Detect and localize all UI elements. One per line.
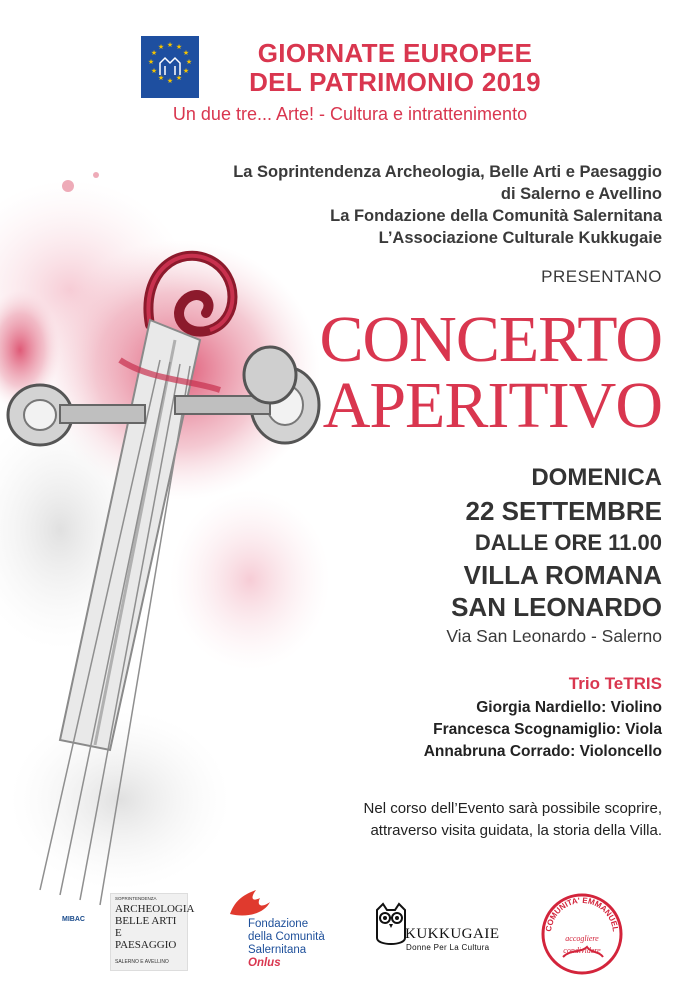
soprintendenza-name: ARCHEOLOGIA BELLE ARTI E PAESAGGIO xyxy=(115,903,194,951)
fondazione-line: della Comunità xyxy=(248,931,325,943)
fondazione-flame-icon xyxy=(226,888,272,918)
presenter-line: La Soprintendenza Archeologia, Belle Arti e Paesaggio xyxy=(233,163,662,181)
svg-text:★: ★ xyxy=(147,58,155,66)
svg-text:★: ★ xyxy=(175,74,183,82)
headline-concerto: CONCERTO xyxy=(319,303,662,376)
svg-text:★: ★ xyxy=(166,77,174,85)
event-address: Via San Leonardo - Salerno xyxy=(446,626,662,646)
soprintendenza-area: SALERNO E AVELLINO xyxy=(115,959,169,965)
comunita-emmanuel-logo xyxy=(541,893,623,975)
owl-icon xyxy=(373,902,409,948)
trio-name: Trio TeTRIS xyxy=(568,674,662,693)
eu-flag-logo xyxy=(141,36,199,98)
svg-text:★: ★ xyxy=(166,41,174,49)
event-venue: VILLA ROMANA xyxy=(463,560,662,590)
event-series-subtitle: Un due tre... Arte! - Cultura e intrattenimento xyxy=(172,104,528,124)
presenter-line: di Salerno e Avellino xyxy=(500,185,662,203)
fondazione-logo xyxy=(248,918,325,970)
fondazione-line: Salernitana xyxy=(248,944,307,956)
svg-text:★: ★ xyxy=(175,43,183,51)
member-line: Giorgia Nardiello: Violino xyxy=(476,699,662,716)
soprintendenza-logo xyxy=(110,893,194,971)
comunita-motto-2: condividere xyxy=(563,946,601,955)
svg-text:★: ★ xyxy=(182,67,190,75)
kukkugaie-tagline: Donne Per La Cultura xyxy=(406,943,490,952)
kukkugaie-logo: KUKKUGAIE xyxy=(405,926,500,942)
note-line: attraverso visita guidata, la storia della Villa. xyxy=(370,822,662,839)
event-time: DALLE ORE 11.00 xyxy=(474,530,662,555)
fondazione-onlus: Onlus xyxy=(248,957,281,969)
soprintendenza-label: SOPRINTENDENZA xyxy=(115,896,157,901)
presenter-line: La Fondazione della Comunità Salernitana xyxy=(330,207,662,225)
trio-members xyxy=(424,697,662,763)
svg-text:★: ★ xyxy=(157,43,165,51)
svg-text:★: ★ xyxy=(185,58,193,66)
comunita-motto-1: accogliere xyxy=(565,934,599,943)
member-line: Annabruna Corrado: Violoncello xyxy=(423,743,662,760)
comunita-name: COMUNITA' EMMANUEL xyxy=(544,895,620,933)
mibac-logo: MIBAC xyxy=(62,916,85,923)
event-day: DOMENICA xyxy=(531,464,662,491)
svg-text:★: ★ xyxy=(150,67,158,75)
member-line: Francesca Scognamiglio: Viola xyxy=(433,721,662,738)
headline-aperitivo: APERITIVO xyxy=(322,369,662,442)
violin-scroll-illustration xyxy=(0,150,330,910)
svg-text:★: ★ xyxy=(182,49,190,57)
svg-text:★: ★ xyxy=(150,49,158,57)
presenter-line: L’Associazione Culturale Kukkugaie xyxy=(378,229,662,247)
fondazione-line: Fondazione xyxy=(248,918,309,930)
presentano-label: PRESENTANO xyxy=(541,267,662,286)
event-venue-line2: SAN LEONARDO xyxy=(451,592,662,622)
event-series-title: GIORNATE EUROPEE xyxy=(257,38,533,68)
svg-text:★: ★ xyxy=(157,74,165,82)
note-line: Nel corso dell’Evento sarà possibile scoprire, xyxy=(363,800,662,817)
event-series-title-line2: DEL PATRIMONIO 2019 xyxy=(249,67,541,97)
event-date: 22 SETTEMBRE xyxy=(465,496,662,526)
